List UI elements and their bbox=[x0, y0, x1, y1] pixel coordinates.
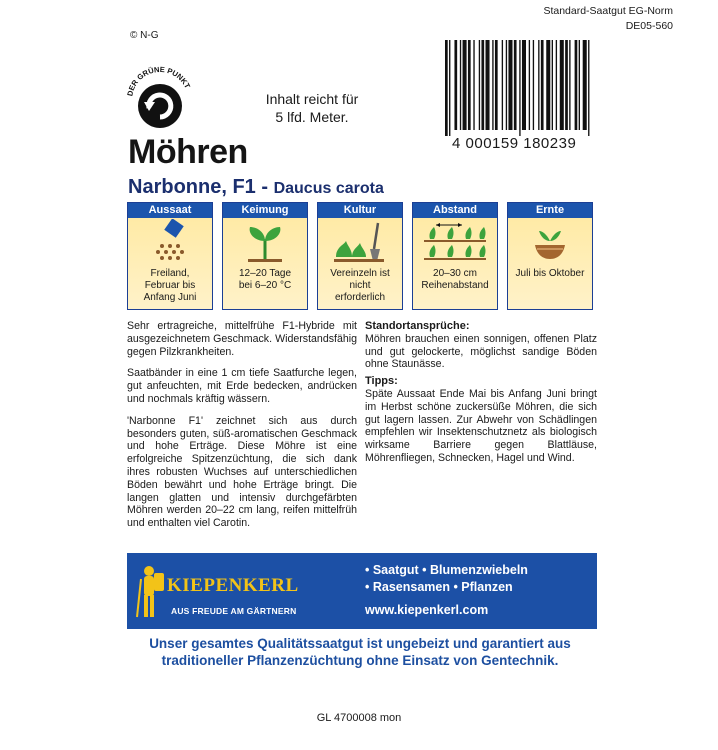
barcode-bar bbox=[460, 40, 461, 130]
info-box-kultur bbox=[317, 202, 403, 310]
barcode-bar bbox=[588, 40, 589, 136]
copyright-label: © N-G bbox=[130, 30, 159, 41]
article-code: GL 4700008 mon bbox=[316, 712, 402, 724]
barcode-bar bbox=[529, 40, 530, 130]
barcode-bar bbox=[583, 40, 587, 130]
location-paragraph: Möhren brauchen einen sonnigen, offenen Platz und gut gelockerte, möglichst sandige Böden ohne Staunässe. bbox=[365, 332, 597, 371]
info-box-heading: Kultur bbox=[318, 203, 402, 218]
description-column bbox=[127, 320, 357, 539]
recycling-icon bbox=[122, 62, 198, 138]
barcode-number: 4 000159 180239 bbox=[452, 135, 577, 152]
product-title: Möhren bbox=[128, 133, 248, 171]
barcode-bar bbox=[486, 40, 490, 130]
tips-heading: Tipps: bbox=[365, 375, 398, 388]
info-box-heading: Ernte bbox=[508, 203, 592, 218]
variety-name: Narbonne, F1 - bbox=[128, 176, 274, 198]
tips-paragraph: Späte Aussaat Ende Mai bis Anfang Juni bringt im Herbst schöne zuckersüße Möhren, die sich gut lagern lassen. Zur Abwehr von Schädlingen empfehlen wir Insektenschutznetz als biologisch wirksame Barriere gegen Blattläuse, Möhrenfliegen, Schnecken, Hagel und Wind. bbox=[365, 387, 597, 464]
contents-line-1: Inhalt reicht für bbox=[265, 91, 359, 107]
info-box-text: Juli bis Oktober bbox=[515, 268, 585, 279]
barcode-bar bbox=[468, 40, 471, 130]
barcode-bar bbox=[522, 40, 526, 130]
harvest-bowl-icon bbox=[525, 219, 575, 265]
barcode-bar bbox=[541, 40, 544, 130]
info-box-ernte bbox=[507, 202, 593, 310]
gruener-punkt-logo bbox=[122, 62, 198, 138]
info-box-keimung bbox=[222, 202, 308, 310]
barcode-bar bbox=[502, 40, 503, 130]
seed-packet-icon bbox=[145, 219, 195, 265]
barcode-bar bbox=[449, 40, 450, 136]
variety-paragraph: 'Narbonne F1' zeichnet sich aus durch besonders guten, süß-aromatischen Geschmack und hohe Erträge. Diese Möhre ist eine erfolgreiche Spitzenzüchtung, die sich dank ihres robusten Wuchses auf unterschiedlichen Böden bewährt und hohe Erträge bringt. Die langen glatten und intensiv durchgefärbten Möhren werden 20–22 cm lang, reifen mittelfrüh und enthalten viel Carotin. bbox=[127, 414, 357, 530]
barcode-bar bbox=[552, 40, 553, 130]
sprout-icon bbox=[240, 219, 290, 265]
barcode-bar bbox=[533, 40, 534, 130]
website-link[interactable]: www.kiepenkerl.com bbox=[365, 603, 489, 617]
barcode-bar bbox=[560, 40, 564, 130]
info-box-text: Vereinzeln ist nicht erforderlich bbox=[330, 268, 390, 303]
barcode-bar bbox=[579, 40, 580, 130]
info-box-abstand bbox=[412, 202, 498, 310]
location-heading: Standortansprüche: bbox=[365, 320, 470, 332]
info-box-heading: Keimung bbox=[223, 203, 307, 218]
barcode bbox=[445, 40, 690, 140]
barcode-bar bbox=[454, 40, 457, 130]
quality-note-line-2: traditioneller Pflanzenzüchtung ohne Einsatz von Gentechnik. bbox=[161, 653, 559, 668]
product-range-line-2: • Rasensamen • Pflanzen bbox=[365, 580, 513, 594]
info-box-aussaat bbox=[127, 202, 213, 310]
kiepenkerl-figure-icon bbox=[135, 563, 169, 623]
latin-name: Daucus carota bbox=[273, 180, 384, 197]
barcode-bar bbox=[569, 40, 570, 130]
barcode-bar bbox=[519, 40, 520, 136]
barcode-bar bbox=[445, 40, 448, 136]
barcode-bar bbox=[492, 40, 493, 130]
contents-note bbox=[252, 90, 372, 126]
brand-slogan: AUS FREUDE AM GÄRTNERN bbox=[171, 606, 297, 616]
shovel-plants-icon bbox=[330, 219, 390, 265]
product-variety bbox=[128, 176, 384, 199]
info-box-heading: Aussaat bbox=[128, 203, 212, 218]
brand-name: KIEPENKERL bbox=[167, 575, 299, 596]
seed-standard-code: DE05-560 bbox=[625, 20, 673, 32]
contents-line-2: 5 lfd. Meter. bbox=[275, 109, 349, 125]
sowing-paragraph: Saatbänder in eine 1 cm tiefe Saatfurche legen, gut anfeuchten, mit Erde bedecken, andrücken und nochmals kräftig wässern. bbox=[127, 367, 357, 405]
barcode-bar bbox=[473, 40, 474, 130]
logo-text: DER GRÜNE PUNKT bbox=[125, 64, 193, 97]
barcode-bar bbox=[575, 40, 578, 130]
barcode-bar bbox=[479, 40, 480, 130]
barcode-bar bbox=[546, 40, 550, 130]
product-range-line-1: • Saatgut • Blumenzwiebeln bbox=[365, 563, 528, 577]
brand-banner bbox=[127, 553, 597, 629]
barcode-bar bbox=[538, 40, 539, 130]
barcode-bar bbox=[495, 40, 498, 130]
barcode-bar bbox=[481, 40, 484, 130]
barcode-bar bbox=[565, 40, 568, 130]
seed-standard: Standard-Saatgut EG-Norm bbox=[543, 5, 673, 17]
description-paragraph: Sehr ertragreiche, mittelfrühe F1-Hybride mit ausgezeichnetem Geschmack. Widerstandsfähig gegen Pilzkrankheiten. bbox=[127, 320, 357, 358]
quality-note-line-1: Unser gesamtes Qualitätssaatgut ist ungebeizt und garantiert aus bbox=[149, 636, 571, 651]
info-box-text: Freiland, Februar bis Anfang Juni bbox=[143, 268, 197, 303]
barcode-bar bbox=[514, 40, 517, 130]
barcode-bar bbox=[556, 40, 557, 130]
info-box-text: 12–20 Tage bei 6–20 °C bbox=[238, 268, 292, 291]
info-box-heading: Abstand bbox=[413, 203, 497, 218]
barcode-bar bbox=[506, 40, 507, 130]
barcode-bar bbox=[508, 40, 512, 130]
info-box-text: 20–30 cm Reihenabstand bbox=[421, 268, 489, 291]
growing-tips-column bbox=[365, 320, 597, 474]
barcode-bar bbox=[463, 40, 467, 130]
quality-note bbox=[120, 635, 600, 669]
spacing-rows-icon bbox=[422, 219, 488, 265]
